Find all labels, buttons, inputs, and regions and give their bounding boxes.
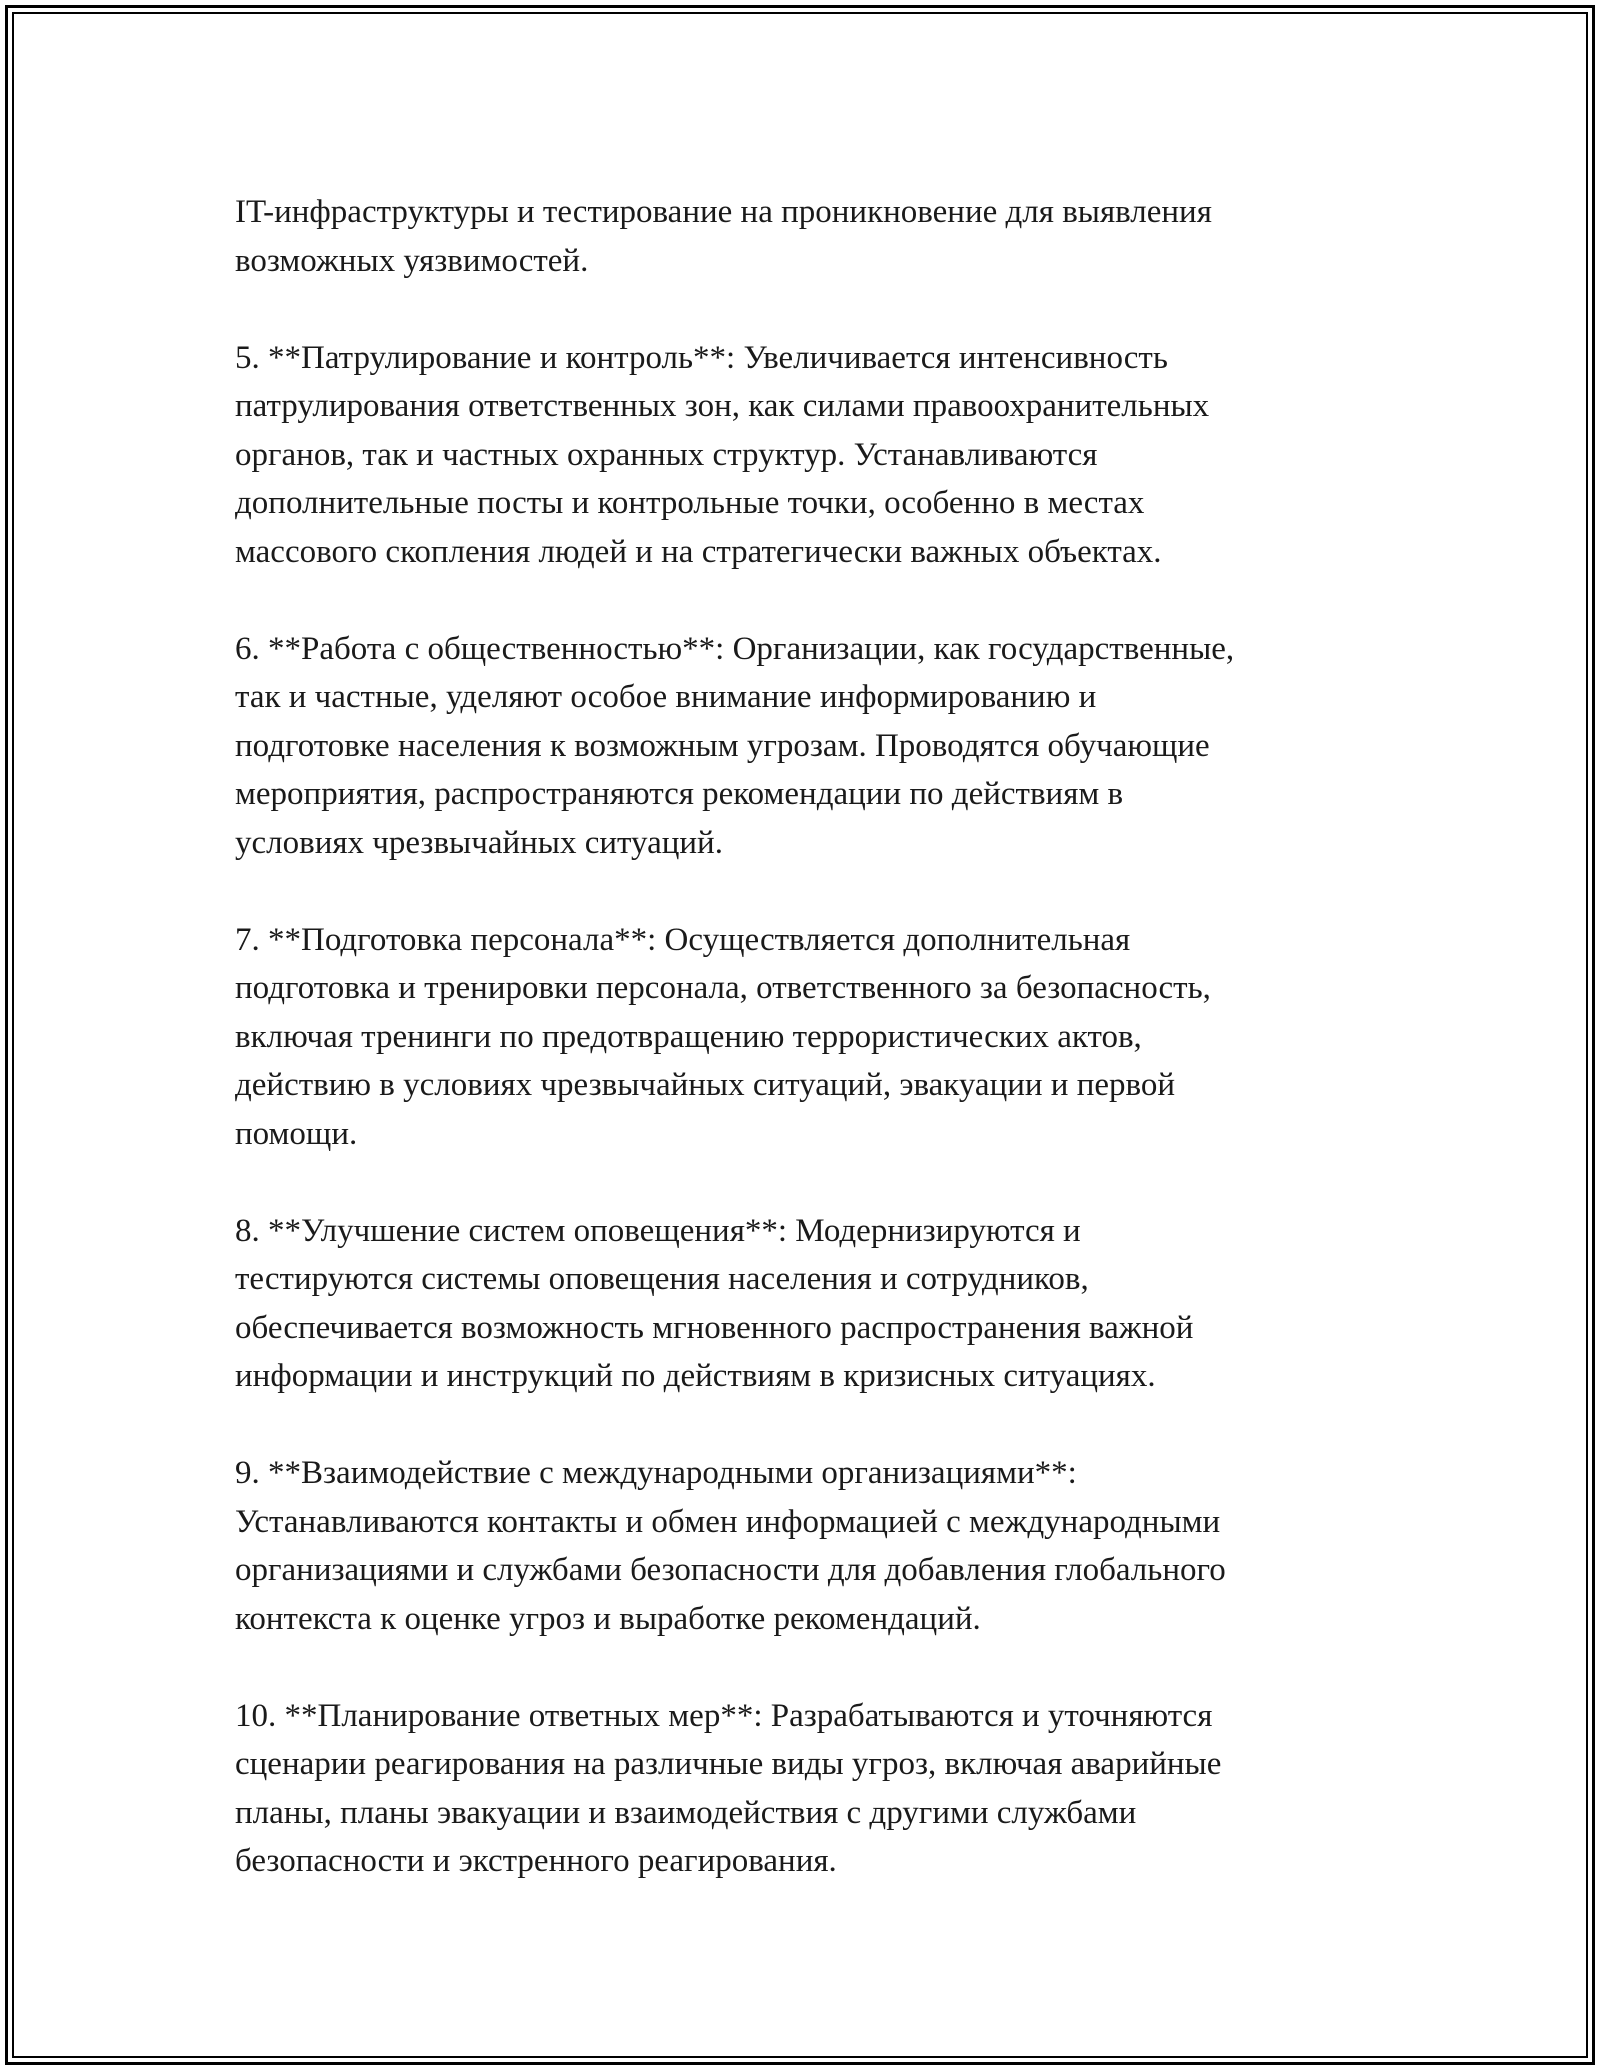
- text-line: 6. **Работа с общественностью**: Организации, как государственные,: [235, 630, 1235, 667]
- paragraph-item-9: [235, 1449, 1365, 1643]
- paragraph-item-6: [235, 625, 1365, 868]
- paragraph-item-7: [235, 916, 1365, 1159]
- text-line: сценарии реагирования на различные виды угроз, включая аварийные: [235, 1746, 1222, 1782]
- text-line: организациями и службами безопасности для добавления глобального: [235, 1552, 1226, 1588]
- text-line: 9. **Взаимодействие с международными организациями**:: [235, 1455, 1077, 1491]
- text-line: действию в условиях чрезвычайных ситуаций, эвакуации и первой: [235, 1067, 1176, 1103]
- text-line: контекста к оценке угроз и выработке рекомендаций.: [235, 1600, 981, 1637]
- text-line: подготовка и тренировки персонала, ответственного за безопасность,: [235, 970, 1211, 1006]
- paragraph-item-5: [235, 334, 1365, 577]
- text-line: Устанавливаются контакты и обмен информацией с международными: [235, 1503, 1221, 1540]
- text-line: дополнительные посты и контрольные точки, особенно в местах: [235, 485, 1145, 521]
- text-line: мероприятия, распространяются рекомендации по действиям в: [235, 776, 1124, 812]
- text-line: так и частные, уделяют особое внимание информированию и: [235, 679, 1097, 715]
- text-line: патрулирования ответственных зон, как силами правоохранительных: [235, 388, 1210, 424]
- text-line: включая тренинги по предотвращению террористических актов,: [235, 1018, 1142, 1055]
- text-line: тестируются системы оповещения населения и сотрудников,: [235, 1261, 1089, 1297]
- text-line: подготовке населения к возможным угрозам. Проводятся обучающие: [235, 727, 1210, 764]
- text-line: условиях чрезвычайных ситуаций.: [235, 824, 723, 861]
- text-line: массового скопления людей и на стратегически важных объектах.: [235, 533, 1162, 570]
- text-line: помощи.: [235, 1115, 358, 1152]
- text-line: 10. **Планирование ответных мер**: Разрабатываются и уточняются: [235, 1697, 1213, 1734]
- text-line: безопасности и экстренного реагирования.: [235, 1843, 837, 1879]
- text-line: информации и инструкций по действиям в кризисных ситуациях.: [235, 1358, 1156, 1394]
- text-line: 5. **Патрулирование и контроль**: Увеличивается интенсивность: [235, 339, 1168, 376]
- paragraph-item-10: [235, 1692, 1365, 1886]
- paragraph-item-8: [235, 1207, 1365, 1401]
- document-body: [235, 188, 1365, 1934]
- text-line: планы, планы эвакуации и взаимодействия с другими службами: [235, 1794, 1137, 1831]
- paragraph-continuation: [235, 188, 1365, 285]
- text-line: обеспечивается возможность мгновенного распространения важной: [235, 1309, 1194, 1346]
- text-line: возможных уязвимостей.: [235, 242, 589, 279]
- text-line: органов, так и частных охранных структур. Устанавливаются: [235, 436, 1098, 473]
- text-line: 8. **Улучшение систем оповещения**: Модернизируются и: [235, 1212, 1081, 1249]
- text-line: 7. **Подготовка персонала**: Осуществляется дополнительная: [235, 921, 1131, 958]
- text-line: IT-инфраструктуры и тестирование на проникновение для выявления: [235, 194, 1212, 230]
